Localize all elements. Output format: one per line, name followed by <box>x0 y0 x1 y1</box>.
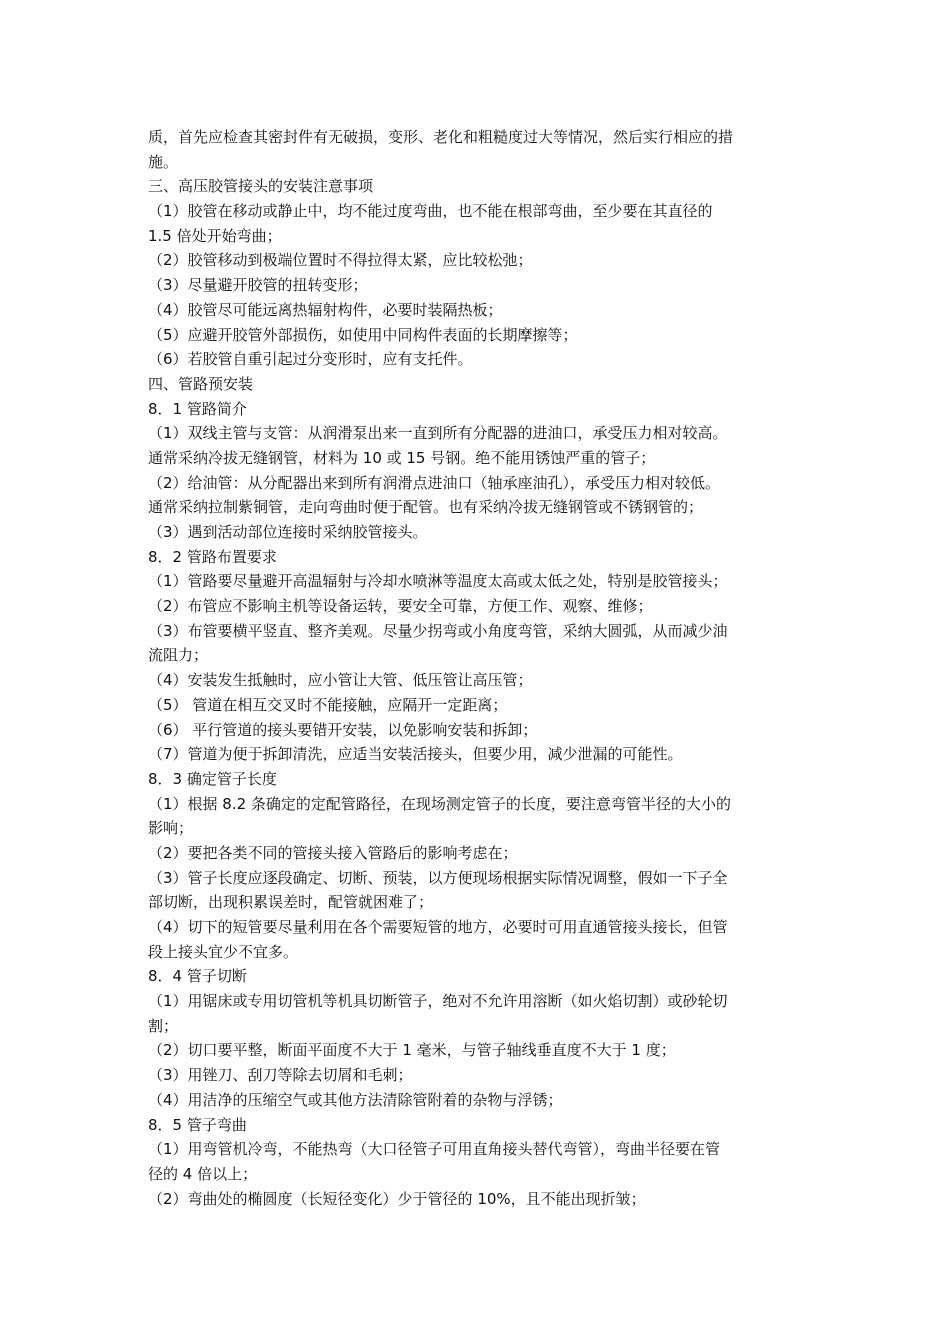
subsection-heading: 8．1 管路简介 <box>148 399 247 418</box>
subsection-heading: 8．2 管路布置要求 <box>148 547 277 566</box>
text-line: （2）切口要平整，断面平面度不大于 1 毫米，与管子轴线垂直度不大于 1 度； <box>148 1041 676 1060</box>
text-line: （7）管道为便于拆卸清洗，应适当安装活接头，但要少用，减少泄漏的可能性。 <box>148 745 683 764</box>
text-line: 流阻力； <box>148 646 209 665</box>
text-line: （4）安装发生抵触时，应小管让大管、低压管让高压管； <box>148 671 533 690</box>
text-line: （6）若胶管自重引起过分变形时，应有支托件。 <box>148 350 473 369</box>
text-line: （3）尽量避开胶管的扭转变形； <box>148 276 368 295</box>
text-line: （2）给油管：从分配器出来到所有润滑点进油口（轴承座油孔），承受压力相对较低。 <box>148 473 721 492</box>
text-line: （3）布管要横平竖直、整齐美观。尽量少拐弯或小角度弯管，采纳大圆弧，从而减少油 <box>148 621 728 640</box>
text-line: 割； <box>148 1016 179 1035</box>
text-line: （2）布管应不影响主机等设备运转，要安全可靠，方便工作、观察、维修； <box>148 597 653 616</box>
text-line: （1）根据 8.2 条确定的定配管路径，在现场测定管子的长度，要注意弯管半径的大小的 <box>148 794 731 813</box>
document-body <box>148 125 808 1211</box>
text-line: 施。 <box>148 152 179 171</box>
text-line: 径的 4 倍以上； <box>148 1164 258 1183</box>
text-line: （4）切下的短管要尽量利用在各个需要短管的地方，必要时可用直通管接头接长，但管 <box>148 918 728 936</box>
subsection-heading: 8．3 确定管子长度 <box>148 769 277 788</box>
text-line: （3）用锉刀、刮刀等除去切屑和毛刺； <box>148 1066 413 1085</box>
text-line: （5） 管道在相互交叉时不能接触，应隔开一定距离； <box>148 695 508 714</box>
subsection-heading: 8．5 管子弯曲 <box>148 1115 247 1134</box>
text-line: （1）胶管在移动或静止中，均不能过度弯曲，也不能在根部弯曲，至少要在其直径的 <box>148 202 713 221</box>
text-line: 影响； <box>148 819 194 838</box>
text-line: （4）胶管尽可能远离热辐射构件，必要时装隔热板； <box>148 300 503 319</box>
section-heading: 三、高压胶管接头的安装注意事项 <box>148 177 374 196</box>
text-line: （1）管路要尽量避开高温辐射与冷却水喷淋等温度太高或太低之处，特别是胶管接头； <box>148 572 728 591</box>
text-line: 通常采纳冷拔无缝钢管，材料为 10 或 15 号钢。绝不能用锈蚀严重的管子； <box>148 448 656 467</box>
text-line: （1）用弯管机冷弯，不能热弯（大口径管子可用直角接头替代弯管），弯曲半径要在管 <box>148 1140 721 1159</box>
text-line: （4）用洁净的压缩空气或其他方法清除管附着的杂物与浮锈； <box>148 1090 563 1109</box>
subsection-heading: 8．4 管子切断 <box>148 967 247 986</box>
text-line: （1）双线主管与支管：从润滑泵出来一直到所有分配器的进油口，承受压力相对较高。 <box>148 424 728 443</box>
text-line: 质，首先应检查其密封件有无破损，变形、老化和粗糙度过大等情况，然后实行相应的措 <box>148 128 734 146</box>
text-line: （3）管子长度应逐段确定、切断、预装，以方便现场根据实际情况调整，假如一下子全 <box>148 868 728 887</box>
text-line: 段上接头宜少不宜多。 <box>148 942 299 961</box>
text-line: 通常采纳拉制紫铜管，走向弯曲时便于配管。也有采纳冷拔无缝钢管或不锈钢管的； <box>148 498 704 517</box>
text-line: 部切断，出现积累误差时，配管就困难了； <box>148 893 434 912</box>
text-line: （2）弯曲处的椭圆度（长短径变化）少于管径的 10%，且不能出现折皱； <box>148 1189 646 1208</box>
text-line: （2）胶管移动到极端位置时不得拉得太紧，应比较松弛； <box>148 251 533 270</box>
text-line: （2）要把各类不同的管接头接入管路后的影响考虑在； <box>148 843 518 862</box>
text-line: （3）遇到活动部位连接时采纳胶管接头。 <box>148 523 428 541</box>
section-heading: 四、管路预安装 <box>148 374 254 393</box>
text-line: （1）用锯床或专用切管机等机具切断管子，绝对不允许用溶断（如火焰切割）或砂轮切 <box>148 992 728 1011</box>
text-line: （6） 平行管道的接头要错开安装，以免影响安装和拆卸； <box>148 720 538 739</box>
text-line: 1.5 倍处开始弯曲； <box>148 226 282 245</box>
text-line: （5）应避开胶管外部损伤，如使用中同构件表面的长期摩擦等； <box>148 325 578 344</box>
